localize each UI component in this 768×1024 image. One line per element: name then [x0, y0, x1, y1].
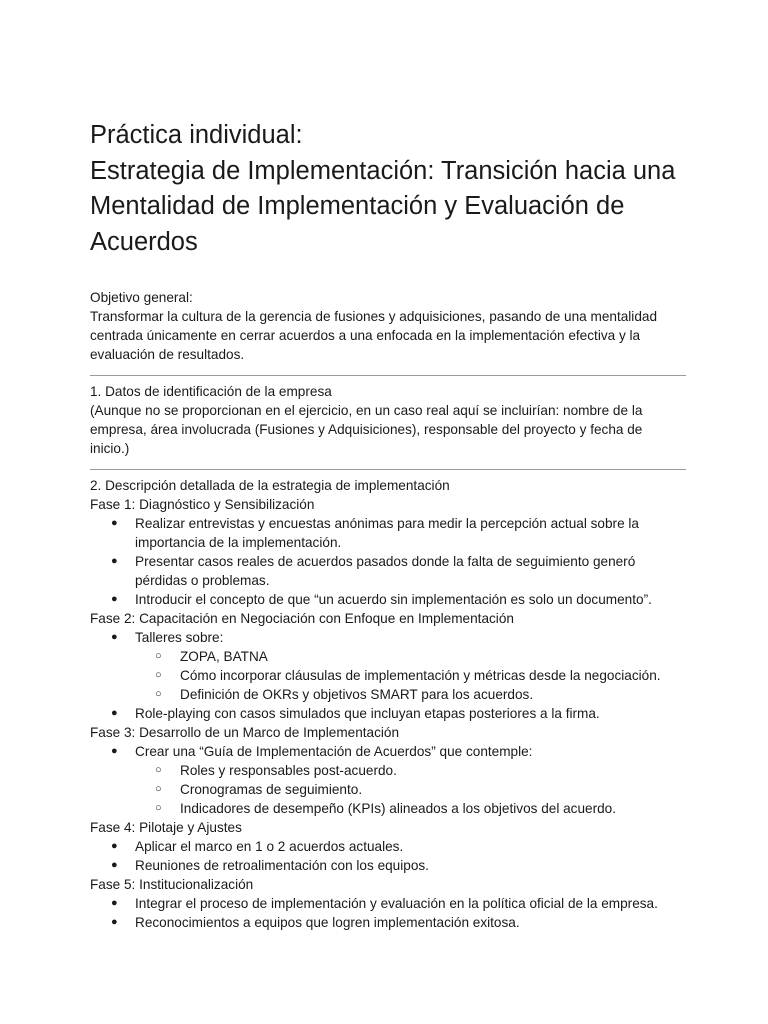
list-item: ● Role-playing con casos simulados que incluyan etapas posteriores a la firma. — [111, 706, 600, 721]
hollow-bullet-icon: ○ — [155, 688, 162, 700]
title-line-3: Mentalidad de Implementación y Evaluación de — [90, 192, 625, 220]
list-item: ● Presentar casos reales de acuerdos pasados donde la falta de seguimiento generó pérdidas o problemas. — [111, 554, 636, 588]
section-2-heading: 2. Descripción detallada de la estrategia de implementación — [90, 478, 450, 493]
bullet-icon: ● — [111, 593, 118, 605]
phase-4-title: Fase 4: Pilotaje y Ajustes — [90, 820, 242, 835]
sub-list-item: ○ Indicadores de desempeño (KPIs) alineados a los objetivos del acuerdo. — [155, 801, 617, 816]
document-title — [90, 118, 680, 260]
bullet-icon: ● — [111, 555, 118, 567]
list-item: ● Reuniones de retroalimentación con los equipos. — [111, 858, 429, 873]
phase-2-title: Fase 2: Capacitación en Negociación con Enfoque en Implementación — [90, 611, 514, 626]
divider-1 — [90, 375, 686, 376]
bullet-icon: ● — [111, 897, 118, 909]
list-item: ● Integrar el proceso de implementación y evaluación en la política oficial de la empresa. — [111, 896, 658, 911]
list-item: ● Realizar entrevistas y encuestas anónimas para medir la percepción actual sobre la importancia de la implementación. — [111, 516, 639, 550]
bullet-icon: ● — [111, 859, 118, 871]
phase-2-sublist — [135, 647, 680, 704]
title-line-4: Acuerdos — [90, 227, 198, 256]
phase-1-list — [90, 514, 680, 609]
hollow-bullet-icon: ○ — [155, 802, 162, 814]
phase-4-list — [90, 837, 680, 875]
list-item: ● Talleres sobre: ○ ZOPA, BATNA ○ Cómo incorporar cláusulas de implementación y métricas desde la negociación. ○ Definición de OKRs y objetivos SMART para los acuerdos. — [90, 628, 680, 704]
section-2 — [90, 476, 680, 932]
section-1-heading: 1. Datos de identificación de la empresa — [90, 384, 332, 399]
list-item: ● Reconocimientos a equipos que logren implementación exitosa. — [111, 915, 520, 930]
phase-1-title: Fase 1: Diagnóstico y Sensibilización — [90, 497, 315, 512]
section-1-text: (Aunque no se proporcionan en el ejercicio, en un caso real aquí se incluirían: nombre de la empresa, área involucrada (Fusiones y Adquisiciones), responsable del proyecto y fecha de inicio.) — [90, 403, 643, 456]
hollow-bullet-icon: ○ — [155, 650, 162, 662]
bullet-icon: ● — [111, 631, 118, 643]
bullet-icon: ● — [111, 707, 118, 719]
objective-text: Transformar la cultura de la gerencia de fusiones y adquisiciones, pasando de una mentalidad centrada únicamente en cerrar acuerdos a una enfocada en la implementación efectiva y la evaluación de resultados. — [90, 309, 658, 362]
section-1 — [90, 382, 680, 458]
document-page — [90, 118, 680, 932]
objective-section — [90, 288, 680, 364]
hollow-bullet-icon: ○ — [155, 669, 162, 681]
phase-5-list — [90, 894, 680, 932]
bullet-icon: ● — [111, 840, 118, 852]
title-line-2: Estrategia de Implementación: Transición hacia una — [90, 156, 676, 185]
list-item: ● Introducir el concepto de que “un acuerdo sin implementación es solo un documento”. — [111, 592, 652, 607]
phase-2-list — [90, 628, 680, 723]
list-item: ● Crear una “Guía de Implementación de Acuerdos” que contemple: ○ Roles y responsables post-acuerdo. ○ Cronogramas de seguimiento. ○ Indicadores de desempeño (KPIs) alineados a los objetivos del acuerdo. — [90, 742, 680, 818]
phase-3-title: Fase 3: Desarrollo de un Marco de Implementación — [90, 725, 400, 740]
phase-3-list — [90, 742, 680, 818]
phase-3-sublist — [135, 761, 680, 818]
sub-list-item: ○ Roles y responsables post-acuerdo. — [155, 763, 397, 778]
hollow-bullet-icon: ○ — [155, 783, 162, 795]
sub-list-item: ○ Cómo incorporar cláusulas de implementación y métricas desde la negociación. — [155, 668, 661, 683]
sub-list-item: ○ Definición de OKRs y objetivos SMART para los acuerdos. — [155, 687, 534, 702]
list-item: ● Aplicar el marco en 1 o 2 acuerdos actuales. — [111, 839, 404, 854]
sub-list-item: ○ ZOPA, BATNA — [155, 649, 268, 664]
objective-heading: Objetivo general: — [90, 290, 193, 305]
phase-5-title: Fase 5: Institucionalización — [90, 877, 254, 892]
divider-2 — [90, 469, 686, 470]
sub-list-item: ○ Cronogramas de seguimiento. — [155, 782, 363, 797]
bullet-icon: ● — [111, 745, 118, 757]
bullet-icon: ● — [111, 517, 118, 529]
bullet-icon: ● — [111, 916, 118, 928]
hollow-bullet-icon: ○ — [155, 764, 162, 776]
title-line-1: Práctica individual: — [90, 121, 303, 149]
